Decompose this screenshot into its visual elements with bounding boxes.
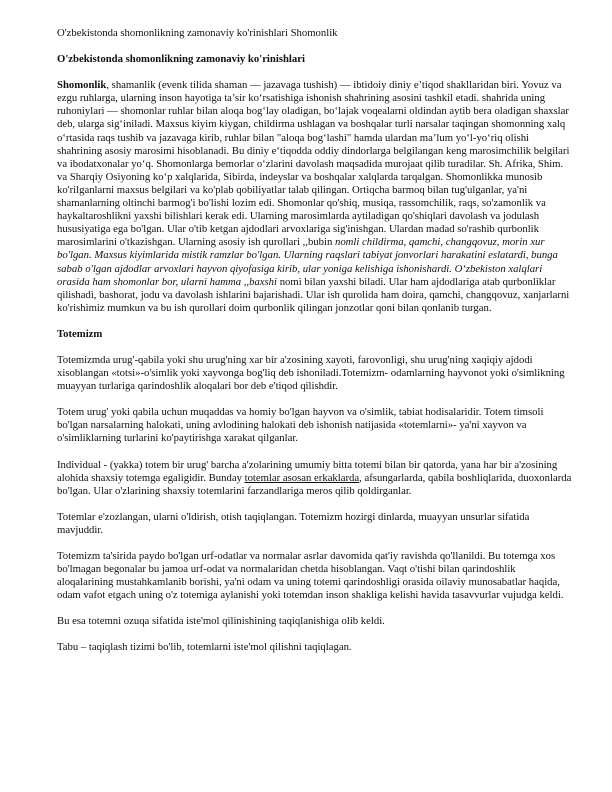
document-title: O'zbekistonda shomonlikning zamonaviy ko'rinishlari	[57, 53, 305, 66]
paragraph-totem-sacred: Totem urug' yoki qabila uchun muqaddas va homiy bo'lgan hayvon va o'simlik, tabiat hodisalaridir. Totem timsoli bo'lgan narsalarning halokati, uning avlodining halokati deb ishonish natijasida «totemlarni»- ya'ni xayvon va o'simliklarning turlarini ko'paytirishga xarakat qilganlar.	[57, 406, 544, 445]
intro-text-1: , shamanlik (evenk tilida shaman — jazavaga tushish) — ibtidoiy diniy e’tiqod shakllaridan biri. Yovuz va ezgu ruhlarga, ularning inson hayotiga ta’sir koʻrsatishiga ishonish shahrining asosini tashkil etadi. shahrida uning ruhoniylari — shomonlar ruhlar bilan aloqa bogʻlay oladigan, boʻlajak voqealarni oldindan aytib bera oladigan shaxslar deb, ularga sigʻiniladi. Maxsus kiyim kiygan, childirma ushlagan va boshqalar turli narsalar taqingan shomonning xalq oʻrtasida raqs tushib va jazavaga kirib, ruhlar bilan "aloqa bogʻlashi" hamda ulardan ma’lum yoʻl-yoʻriq olishi shahrining asosiy marosimi hisoblanadi. Bu diniy eʻtiqodda oddiy dindorlarga belgilangan keng marosimchilik belgilari va ibodatxonalar yoʻq. Shomonlarga bemorlar oʻzlarini davolash maqsadida murojaat qilib turadilar. Sh. Afrika, Shim. va Sharqiy Osiyoning koʻp xalqlarida, Sibirda, indeyslar va boshqalar xalqlarda tarqalgan. Shomonlikka munosib ko'rilganlarni maxsus belgilari va ko'plab qobiliyatlar talab qilingan. Ortiqcha barmoq bilan tug'ulganlar, ya'ni shamanlarning oltinchi barmog'i bo'lishi lozim edi. Shomonlar qo'shiq, musiqa, rassomchilik, raqs, so'zamonlik va haykaltaroshlikni yaxshi bilishlari kerak edi. Ularning marosimlarda aytiladigan qo'shiqlari davolash va jodulash hususiyatiga ega bo'lgan. Ular o'tib ketgan ajdodlari arvoxlariga sig'inishgan. Ulardan madad so'rashib qurbonlik marosimlarini o'tkazishgan. Ularning asosiy ish qurollari ,,bubin	[57, 79, 570, 249]
paragraph-totem-food: Bu esa totemni ozuqa sifatida iste'mol qilinishining taqiqlanishiga olib keldi.	[57, 615, 385, 628]
individual-text-before: Individual - (yakka) totem bir urug' barcha a'zolarining umumiy bitta totemi bilan bir qatorda, yana har bir a'zosining alohida shaxsiy totemga egaligidir. Bunday	[57, 458, 558, 484]
header-line: O'zbekistonda shomonlikning zamonaviy ko'rinishlari Shomonlik	[57, 27, 338, 39]
intro-paragraph	[57, 79, 572, 315]
paragraph-totem-revered: Totemlar e'zozlangan, ularni o'ldirish, otish taqiqlangan. Totemizm hozirgi dinlarda, muayyan unsurlar sifatida mavjuddir.	[57, 510, 530, 536]
intro-text-2: nomi bilan yaxshi biladi. Ular ham ajdodlariga atab qurbonliklar qilishadi, bashorat, jodu va davolash ishlarini bajarishadi. Ular ish qurolida ham doira, qamchi, changqovuz, xanjarlarni ko'rishimiz mumkun va bu ish qurollari doim qurbonlik qilingan jonzotlar qoni bilan qonlanib turgan.	[57, 275, 570, 314]
section-title-totemizm: Totemizm	[57, 327, 103, 340]
paragraph-individual-totem	[57, 459, 572, 498]
intro-italic: nomli childirma, qamchi, changqovuz, morin xur bo'lgan. Maxsus kiyimlarida mistik ramzlar bo'lgan. Ularning raqslari tabiyat jonvorlari harakatini eslatardi, bunga sabab o'lgan ajdodlar arvoxlari hayvon qiyofasiga kirib, ular yoniga kelishiga ishonishardi. O‘zbekiston xalqlari orasida ham shomonlar bor, ularni hamma ,,baxshi	[57, 236, 558, 288]
underlined-link[interactable]: totemlar asosan erkaklarda	[244, 471, 360, 484]
paragraph-totemizm-definition: Totemizmda urug'-qabila yoki shu urug'ning xar bir a'zosining xayoti, farovonligi, shu urug'ning xaqiqiy ajdodi xisoblangan «totsi»-o'simlik yoki xayvonga bog'liq deb ishoniladi.Totemizm- odamlarning hayvonot yoki o'simlikning muayyan turlariga qarindoshlik aloqalari bor deb e'tiqod qilishdir.	[57, 353, 565, 393]
paragraph-totem-customs: Totemizm ta'sirida paydo bo'lgan urf-odatlar va normalar asrlar davomida qat'iy ravishda qo'llanildi. Bu totemga xos bo'lmagan begonalar bu jamoa urf-odat va normalaridan chetda hisoblangan. Vaqt o'tishi bilan qarindoshlik aloqalarining mustahkamlanib borishi, ya'ni odam va uning totemi qarindoshligi orasida oilaviy munosabatlar haqida, odam vafot etgach uning o'z totemiga aylanishi yoki totemdan inson shakliga kelishi havida tasavvurlar vujudga keldi.	[57, 550, 564, 602]
intro-lead: Shomonlik	[57, 79, 107, 92]
paragraph-tabu: Tabu – taqiqlash tizimi bo'lib, totemlarni iste'mol qilishni taqiqlagan.	[57, 641, 352, 654]
individual-text-after: , afsungarlarda, qabila boshliqlarida, duoxonlarda bo'lgan. Ular o'zlarining shaxsiy totemlarini farzandlariga meros qilib qoldirganlar.	[57, 471, 572, 497]
